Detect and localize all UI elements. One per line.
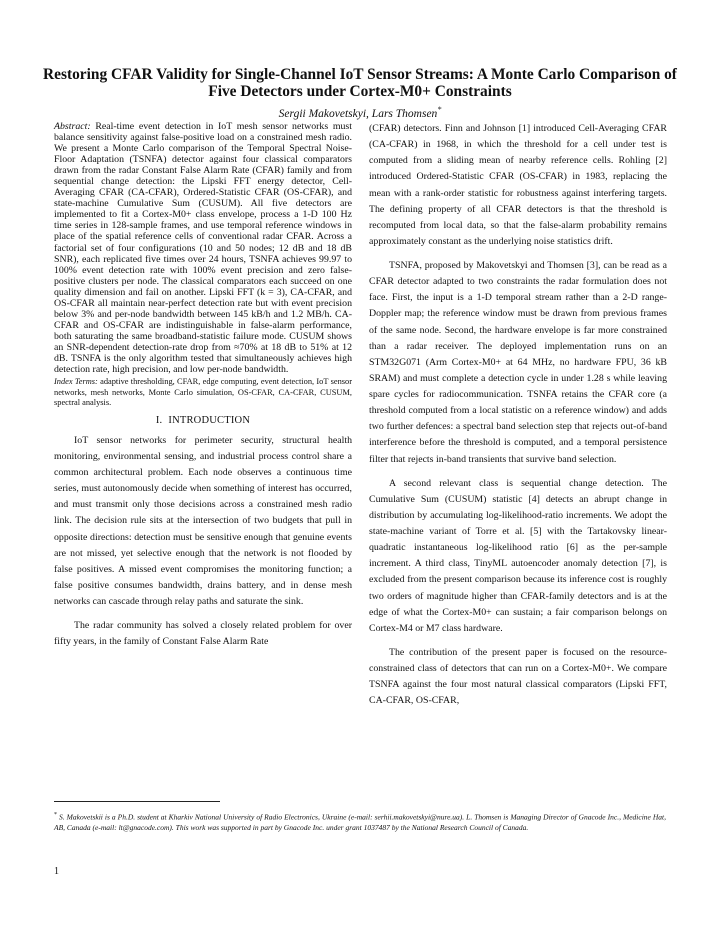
author-line [40, 103, 680, 121]
section-title: INTRODUCTION [168, 414, 251, 426]
intro-paragraph-4: A second relevant class is sequential change detection. The Cumulative Sum (CUSUM) statistic [4] detects an abrupt change in distribution by accumulating log-likelihood-ratio increments. We adopt the state-machine variant of Torre et al. [5] with the Tartakovsky linear-quadratic instantaneous log-likelihood ratio [6] as the per-sample increment. A third class, TinyML autoencoder anomaly detection [7], is excluded from the present comparison because its inference cost is roughly two orders of magnitude higher than CFAR-family detectors and is at the edge of what the Cortex-M0+ can sustain; a fair comparison belongs on Cortex-M4 or M7 class hardware. [369, 477, 667, 634]
abstract-label: Abstract: [54, 121, 91, 132]
section-heading-introduction [54, 414, 352, 427]
abstract-text: Real-time event detection in IoT mesh sensor networks must balance sensitivity against false-positive load on a constrained mesh radio. We present a Monte Carlo comparison of the Temporal Spectral Noise-Floor Adaptation (TSNFA) detector against four classical comparators drawn from the radar Constant False Alarm Rate (CFAR) family and from sequential change detection: the Lipski FFT energy detector, Cell-Averaging CFAR (CA-CFAR), Ordered-Statistic CFAR (OS-CFAR), and state-machine Cumulative Sum (CUSUM). All five detectors are implemented to fit a Cortex-M0+ class envelope, process a 1-D 100 Hz time series in 128-sample frames, and use temporal reference windows in place of the spatial reference cells of conventional radar CFAR. Across a factorial set of four configurations (10 and 50 nodes; 12 dB and 18 dB SNR), each replicated five times over 24 hours, TSNFA achieves 99.97 to 100% event detection rate with 100% event precision and zero false-positive clusters per node. The classical comparators each succeed on one quality dimension and fail on another. Lipski FFT (k = 3), CA-CFAR, and OS-CFAR all maintain near-perfect detection rate but with event precision below 3% and per-node bandwidth between 145 kB/h and 1.2 MB/h. CA-CFAR and OS-CFAR are indistinguishable in false-alarm performance, both saturating the same broadband-statistic failure mode. CUSUM shows an SNR-dependent detection-rate drop from ≈70% at 18 dB to 51% at 12 dB. TSNFA is the only algorithm tested that simultaneously achieves high detection rate, high precision, and low per-node bandwidth. [54, 121, 352, 376]
footnote-text: S. Makovetskii is a Ph.D. student at Kharkiv National University of Radio Electronics, Ukraine (e-mail: serhii.makovetskyi@nure.ua). L. Thomsen is Managing Director of Gnacode Inc., Medicine Hat, AB, Canada (e-mail: lt@gnacode.com). This work was supported in part by Gnacode Inc. under grant 1037487 by the National Research Council of Canada. [54, 812, 666, 832]
abstract [54, 121, 352, 375]
author-names: Sergii Makovetskyi, Lars Thomsen [278, 107, 438, 120]
page-number: 1 [54, 866, 59, 877]
index-terms-label: Index Terms: [54, 377, 98, 387]
paper-title: Restoring CFAR Validity for Single-Channel IoT Sensor Streams: A Monte Carlo Comparison of Five Detectors under Cortex-M0+ Constraints [43, 66, 677, 100]
index-terms [54, 377, 352, 409]
intro-paragraph-3: TSNFA, proposed by Makovetskyi and Thomsen [3], can be read as a CFAR detector adapted to two constraints the radar formulation does not face. First, the input is a 1-D temporal stream rather than a 2-D range-Doppler map; the reference window must be drawn from previous frames of the same node. Second, the hardware envelope is far more constrained than a radar receiver. The deployed implementation runs on an STM32G071 (Arm Cortex-M0+ at 64 MHz, no hardware FPU, 36 kB SRAM) and must complete a detection cycle in under 1.28 s while leaving spare cycles for radiocommunication. TSNFA retains the CFAR core (a threshold computed from a local statistic on a reference window) and adds two further defences: a spectral band selection step that rejects out-of-band interference before the threshold is computed, and a temporal persistence filter that rejects in-band transients that survive band selection. [369, 260, 667, 465]
intro-paragraph-1: IoT sensor networks for perimeter security, structural health monitoring, environmental sensing, and industrial process control share a common architectural problem. Each node observes a continuous time series, must autonomously decide when something of interest has occurred, and must transmit only those decisions across a constrained mesh radio link. The decision rule sits at the intersection of two budgets that pull in opposite directions: detection must be sensitive enough that genuine events are not missed, yet selective enough that the network is not flooded by false positives. A missed event compromises the monitoring function; a false positive consumes bandwidth, drains battery, and in dense mesh networks can cascade through relay paths and saturate the sink. [54, 434, 352, 608]
section-number: I. [155, 414, 163, 426]
intro-paragraph-5: The contribution of the present paper is focused on the resource-constrained class of detectors that can run on a Cortex-M0+. We compare TSNFA against the four most natural classical comparators (Lipski FFT, CA-CFAR, OS-CFAR, [369, 646, 667, 707]
intro-paragraph-2: The radar community has solved a closely related problem for over fifty years, in the family of Constant False Alarm Rate [54, 620, 352, 648]
author-footnote-mark: * [437, 105, 442, 114]
intro-paragraph-2-continued: (CFAR) detectors. Finn and Johnson [1] introduced Cell-Averaging CFAR (CA-CFAR) in 1968, in which the threshold for a cell under test is computed from a sliding mean of nearby reference cells. Rohling [2] introduced Ordered-Statistic CFAR (OS-CFAR) in 1983, replacing the mean with a rank-order statistic for robustness against interfering targets. The defining property of all CFAR detectors is that the threshold is recomputed from local data, so that the false-alarm probability remains approximately constant as the underlying noise statistics drift. [369, 123, 667, 247]
footnote-mark: * [54, 812, 57, 818]
author-footnote [54, 810, 666, 834]
footnote-rule [54, 801, 220, 802]
index-terms-text: adaptive thresholding, CFAR, edge computing, event detection, IoT sensor networks, mesh networks, Monte Carlo simulation, OS-CFAR, CA-CFAR, CUSUM, spectral analysis. [54, 377, 352, 408]
left-column [54, 121, 352, 650]
right-column [369, 121, 667, 709]
